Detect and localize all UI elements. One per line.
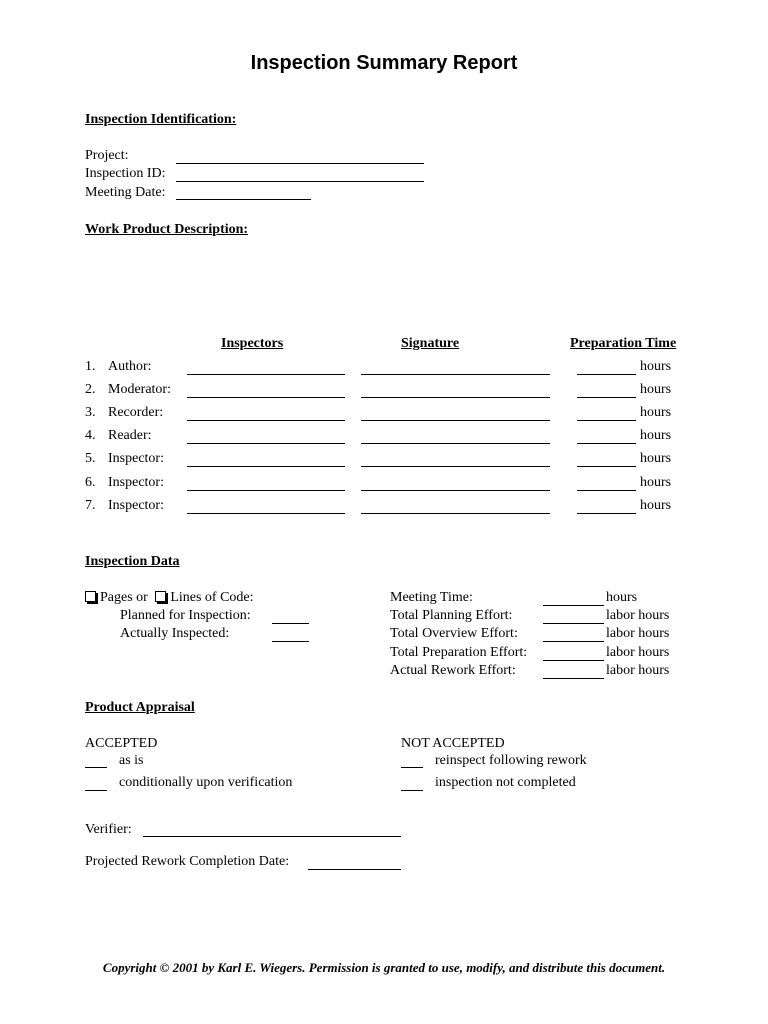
hours-unit: hours <box>640 405 672 420</box>
role-label: Inspector: <box>108 498 164 513</box>
identification-heading: Inspection Identification: <box>85 112 237 127</box>
project-label: Project: <box>85 148 129 163</box>
hours-unit: hours <box>640 451 672 466</box>
reinspect-blank[interactable] <box>401 767 423 768</box>
project-field[interactable] <box>176 163 424 164</box>
signature-field[interactable] <box>361 443 550 444</box>
verifier-label: Verifier: <box>85 822 132 837</box>
signature-column-header: Signature <box>401 336 460 351</box>
total-overview-effort-field[interactable] <box>543 641 604 642</box>
preparation-time-field[interactable] <box>577 374 636 375</box>
actual-rework-effort-field[interactable] <box>543 678 604 679</box>
accepted-conditionally-blank[interactable] <box>85 790 107 791</box>
signature-field[interactable] <box>361 420 550 421</box>
inspector-name-field[interactable] <box>187 443 345 444</box>
reinspect-label: reinspect following rework <box>435 753 587 768</box>
pages-checkbox[interactable] <box>85 591 96 602</box>
role-label: Author: <box>108 359 152 374</box>
hours-unit: hours <box>640 475 672 490</box>
verifier-field[interactable] <box>143 836 401 837</box>
signature-field[interactable] <box>361 513 550 514</box>
total-overview-effort-label: Total Overview Effort: <box>390 626 518 641</box>
inspector-name-field[interactable] <box>187 374 345 375</box>
inspector-name-field[interactable] <box>187 397 345 398</box>
inspection-not-completed-label: inspection not completed <box>435 775 576 790</box>
row-number: 5. <box>85 451 96 466</box>
planned-field[interactable] <box>272 623 309 624</box>
rework-date-field[interactable] <box>308 869 401 870</box>
rework-date-label: Projected Rework Completion Date: <box>85 854 290 869</box>
total-preparation-effort-label: Total Preparation Effort: <box>390 645 528 660</box>
row-number: 4. <box>85 428 96 443</box>
role-label: Recorder: <box>108 405 164 420</box>
signature-field[interactable] <box>361 490 550 491</box>
planned-label: Planned for Inspection: <box>120 608 251 623</box>
inspector-name-field[interactable] <box>187 420 345 421</box>
role-label: Inspector: <box>108 451 164 466</box>
copyright-notice: Copyright © 2001 by Karl E. Wiegers. Permission is granted to use, modify, and distribute this document. <box>102 960 666 975</box>
meeting-time-field[interactable] <box>543 605 604 606</box>
signature-field[interactable] <box>361 466 550 467</box>
row-number: 7. <box>85 498 96 513</box>
role-label: Moderator: <box>108 382 171 397</box>
inspector-name-field[interactable] <box>187 490 345 491</box>
signature-field[interactable] <box>361 374 550 375</box>
preparation-time-field[interactable] <box>577 513 636 514</box>
signature-field[interactable] <box>361 397 550 398</box>
inspection-id-label: Inspection ID: <box>85 166 166 181</box>
effort-unit: labor hours <box>606 608 670 623</box>
effort-unit: labor hours <box>606 663 670 678</box>
meeting-time-label: Meeting Time: <box>390 590 473 605</box>
lines-of-code-checkbox[interactable] <box>155 591 166 602</box>
accepted-as-is-blank[interactable] <box>85 767 107 768</box>
meeting-date-field[interactable] <box>176 199 311 200</box>
preparation-time-field[interactable] <box>577 466 636 467</box>
preparation-time-column-header: Preparation Time <box>570 336 677 351</box>
preparation-time-field[interactable] <box>577 490 636 491</box>
inspectors-column-header: Inspectors <box>221 336 284 351</box>
preparation-time-field[interactable] <box>577 397 636 398</box>
product-appraisal-heading: Product Appraisal <box>85 700 195 715</box>
page-title: Inspection Summary Report <box>250 52 518 74</box>
work-product-description-area[interactable] <box>85 244 685 324</box>
lines-of-code-label: Lines of Code: <box>170 590 254 605</box>
actual-rework-effort-label: Actual Rework Effort: <box>390 663 516 678</box>
actual-label: Actually Inspected: <box>120 626 230 641</box>
inspection-not-completed-blank[interactable] <box>401 790 423 791</box>
pages-label: Pages or <box>100 590 148 605</box>
row-number: 3. <box>85 405 96 420</box>
hours-unit: hours <box>640 359 672 374</box>
accepted-label: ACCEPTED <box>85 736 158 751</box>
hours-unit: hours <box>640 498 672 513</box>
actual-field[interactable] <box>272 641 309 642</box>
preparation-time-field[interactable] <box>577 420 636 421</box>
row-number: 2. <box>85 382 96 397</box>
row-number: 1. <box>85 359 96 374</box>
hours-unit: hours <box>640 382 672 397</box>
inspection-data-heading: Inspection Data <box>85 554 180 569</box>
effort-unit: hours <box>606 590 638 605</box>
total-planning-effort-field[interactable] <box>543 623 604 624</box>
role-label: Reader: <box>108 428 152 443</box>
inspection-id-field[interactable] <box>176 181 424 182</box>
not-accepted-label: NOT ACCEPTED <box>401 736 505 751</box>
accepted-conditionally-label: conditionally upon verification <box>119 775 293 790</box>
work-product-heading: Work Product Description: <box>85 222 249 237</box>
accepted-as-is-label: as is <box>119 753 144 768</box>
role-label: Inspector: <box>108 475 164 490</box>
row-number: 6. <box>85 475 96 490</box>
total-preparation-effort-field[interactable] <box>543 660 604 661</box>
inspector-name-field[interactable] <box>187 466 345 467</box>
hours-unit: hours <box>640 428 672 443</box>
meeting-date-label: Meeting Date: <box>85 185 166 200</box>
effort-unit: labor hours <box>606 645 670 660</box>
effort-unit: labor hours <box>606 626 670 641</box>
preparation-time-field[interactable] <box>577 443 636 444</box>
pages-or-loc-line <box>85 590 254 606</box>
inspector-name-field[interactable] <box>187 513 345 514</box>
total-planning-effort-label: Total Planning Effort: <box>390 608 513 623</box>
